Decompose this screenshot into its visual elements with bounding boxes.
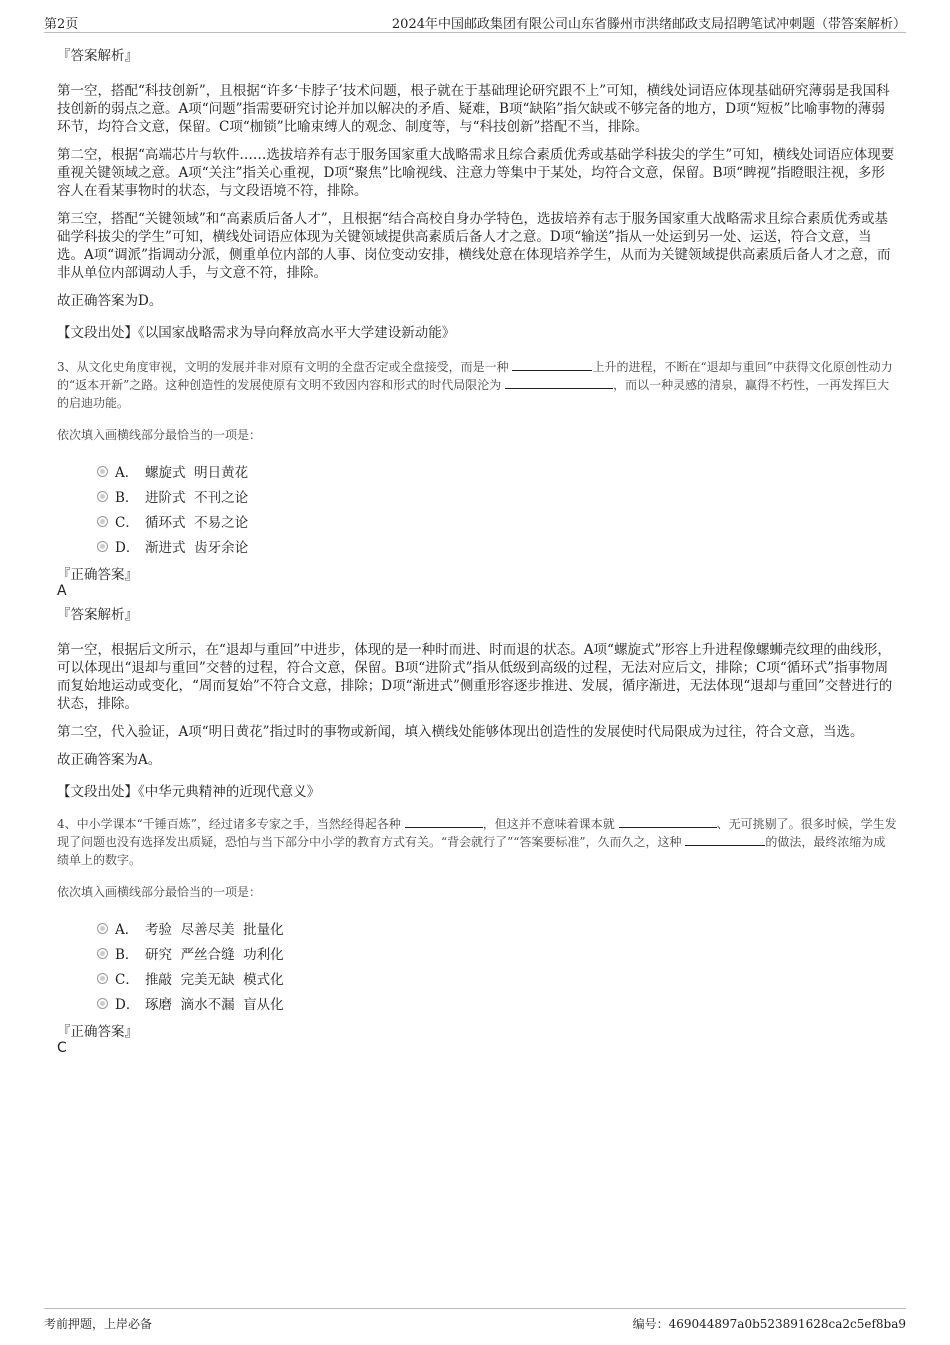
source-citation: 【文段出处】《以国家战略需求为导向释放高水平大学建设新动能》 <box>57 325 456 341</box>
source-citation: 【文段出处】《中华元典精神的近现代意义》 <box>57 784 321 800</box>
option-c[interactable]: C． 推敲 完美无缺 模式化 <box>57 968 897 993</box>
radio-icon[interactable] <box>97 998 108 1009</box>
analysis-label: 『答案解析』 <box>57 607 138 623</box>
main-content <box>57 44 897 1060</box>
option-b[interactable]: B． 研究 严丝合缝 功利化 <box>57 943 897 968</box>
blank-1 <box>512 358 592 371</box>
option-b[interactable]: B． 进阶式 不刊之论 <box>57 486 897 511</box>
radio-icon[interactable] <box>97 973 108 984</box>
radio-icon[interactable] <box>97 948 108 959</box>
page-number: 第2页 <box>44 17 79 32</box>
blank-2 <box>619 815 717 828</box>
final-answer: 故正确答案为D。 <box>57 293 163 309</box>
page-footer <box>44 1308 906 1339</box>
question-4-stem: 4、中小学课本“千锤百炼”，经过诸多专家之手，当然经得起各种 ，但这并不意味着课本就 、无可挑剔了。很多时候，学生发现了问题也没有选择发出质疑，恐怕与当下部分中小学的教育方式有关。“背会就行了”“答案要标准”，久而久之，这种 的做法，最终浓缩为成绩单上的数字。 <box>57 817 897 867</box>
analysis-paragraph: 第二空，根据“高端芯片与软件……选拔培养有志于服务国家重大战略需求且综合素质优秀或基础学科拔尖的学生”可知，横线处词语应体现要重视关键领域之意。A项“关注”指关心重视，D项“聚焦”比喻视线、注意力等集中于某处，均符合文意，保留。B项“睥视”指瞪眼注视，多形容人在看某事物时的状态，与文段语境不符，排除。 <box>57 147 895 199</box>
blank-2 <box>505 376 613 389</box>
question-prompt: 依次填入画横线部分最恰当的一项是： <box>57 428 262 442</box>
option-d[interactable]: D． 琢磨 滴水不漏 盲从化 <box>57 993 897 1018</box>
footer-slogan: 考前押题，上岸必备 <box>44 1317 153 1331</box>
option-a[interactable]: A． 考验 尽善尽美 批量化 <box>57 918 897 943</box>
final-answer: 故正确答案为A。 <box>57 752 162 768</box>
analysis-paragraph: 第一空，搭配“科技创新”，且根据“许多‘卡脖子’技术问题，根子就在于基础理论研究跟不上”可知，横线处词语应体现基础研究薄弱是我国科技创新的弱点之意。A项“问题”指需要研究讨论并加以解决的矛盾、疑难，B项“缺陷”指欠缺或不够完备的地方，D项“短板”比喻事物的薄弱环节，均符合文意，保留。C项“枷锁”比喻束缚人的观念、制度等，与“科技创新”搭配不当，排除。 <box>57 83 890 135</box>
page-header <box>44 8 906 33</box>
analysis-paragraph: 第一空，根据后文所示，在“退却与重回”中进步，体现的是一种时而进、时而退的状态。A项“螺旋式”形容上升进程像螺蛳壳纹理的曲线形，可以体现出“退却与重回”交替的过程，符合文意，保留。B项“进阶式”指从低级到高级的过程，无法对应后文，排除；C项“循环式”指事物周而复始地运动或变化，“周而复始”不符合文意，排除；D项“渐进式”侧重形容逐步推进、发展，循序渐进，无法体现“退却与重回”交替进行的状态，排除。 <box>57 642 893 712</box>
analysis-paragraph: 第二空，代入验证，A项“明日黄花”指过时的事物或新闻，填入横线处能够体现出创造性的发展使时代局限成为过往，符合文意，当选。 <box>57 724 864 740</box>
correct-answer: C <box>57 1040 67 1056</box>
radio-icon[interactable] <box>97 491 108 502</box>
question-prompt: 依次填入画横线部分最恰当的一项是： <box>57 885 262 899</box>
option-a[interactable]: A． 螺旋式 明日黄花 <box>57 461 897 486</box>
question-3-stem: 3、从文化史角度审视，文明的发展并非对原有文明的全盘否定或全盘接受，而是一种 上升的进程，不断在“退却与重回”中获得文化原创性动力的“返本开新”之路。这种创造性的发展使原有文明不致因内容和形式的时代局限沦为 ，而以一种灵感的清泉，赢得不朽性，一再发挥巨大的启迪功能。 <box>57 360 893 410</box>
correct-answer: A <box>57 583 67 599</box>
option-c[interactable]: C． 循环式 不易之论 <box>57 511 897 536</box>
option-d[interactable]: D． 渐进式 齿牙余论 <box>57 536 897 561</box>
correct-answer-label: 『正确答案』 <box>57 1024 138 1040</box>
analysis-paragraph: 第三空，搭配“关键领域”和“高素质后备人才”，且根据“结合高校自身办学特色，选拔培养有志于服务国家重大战略需求且综合素质优秀或基础学科拔尖的学生”可知，横线处词语应体现为关键领域提供高素质后备人才之意。D项“输送”指从一处运到另一处、运送，符合文意，当选。A项“调派”指调动分派，侧重单位内部的人事、岗位变动安排，横线处意在体现培养学生，从而为关键领域提供高素质后备人才之意，而非从单位内部调动人手，与文意不符，排除。 <box>57 211 891 281</box>
radio-icon[interactable] <box>97 923 108 934</box>
radio-icon[interactable] <box>97 466 108 477</box>
blank-1 <box>405 815 483 828</box>
radio-icon[interactable] <box>97 541 108 552</box>
blank-3 <box>685 833 765 846</box>
document-title: 2024年中国邮政集团有限公司山东省滕州市洪绪邮政支局招聘笔试冲刺题（带答案解析） <box>391 17 906 32</box>
analysis-label: 『答案解析』 <box>57 48 138 64</box>
document-code: 编号：469044897a0b523891628ca2c5ef8ba9 <box>632 1317 906 1331</box>
radio-icon[interactable] <box>97 516 108 527</box>
correct-answer-label: 『正确答案』 <box>57 567 138 583</box>
